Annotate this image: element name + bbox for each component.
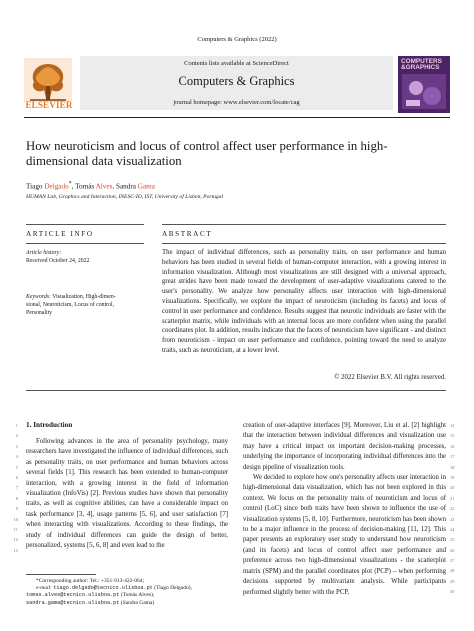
cover-title-line1: COMPUTERS	[401, 58, 442, 65]
author-list	[26, 181, 446, 190]
line-number: 5	[15, 464, 18, 470]
line-number: 10	[13, 516, 18, 522]
line-number: 2	[15, 433, 18, 439]
line-number: 28	[450, 568, 455, 574]
line-number: 15	[450, 433, 455, 439]
email-3-name: (Sandra Gama)	[120, 599, 155, 606]
article-info-heading: ARTICLE INFO	[26, 230, 94, 238]
intro-paragraph-3: We decided to explore how one's personality affects user interaction in high-dimensional data visualization, which has not been explored in this context. We focus on the personality traits of neuroticism and locus of control (LoC) since both traits have been shown to influence the use of visualization systems [5, 8, 10]. Furthermore, neuroticism has been shown to be a major influence in the process of decision-making [11, 12]. This paper presents an exploratory user study to understand how neuroticism (and its facets) and locus of control affect user performance and preference across two high-dimensional visualizations - the scatterplot matrix (SPM) and the parallel coordinates plot (PCP) – when performing decisions supported by multivariate analysis. While participants performed slightly better with the PCP,	[243, 474, 446, 596]
abstract-top-rule	[162, 224, 446, 225]
line-number: 25	[450, 537, 455, 543]
cover-title-line2: &GRAPHICS	[401, 64, 440, 72]
footnote-corresponding: *Corresponding author: Tel.: +351-913-422-064;	[36, 578, 145, 584]
line-number: 12	[13, 537, 18, 543]
keywords-block	[26, 294, 146, 317]
abstract-text: The impact of individual differences, such as personality traits, on user performance and human behaviors has been studied in several fields of human-computer interaction, with a growing interest in information visualization. Although most visualizations are still designed with a universal approach, great strides have been made toward the development of user-adaptive visualizations catered to the user's personality. We analyze how personality affects user interaction with high-dimensional visualizations. Specifically, we explore the impact of neuroticism (including its facets) and locus of control in user performance and confidence. Results suggest that neurotic individuals are faster with the scatterplot matrix, while individuals with an internal locus are more confident when using the parallel coordinates plot. In addition, results indicate that the facets of neuroticism have significant - and distinct from neuroticism - impact on user performance and confidence, pointing toward the need to analyze traits, such as neuroticism, at a lower level.	[162, 249, 446, 354]
keywords-line-2: sional, Neuroticism, Locus of control,	[26, 301, 115, 308]
copyright-line: © 2022 Elsevier B.V. All rights reserved.	[334, 374, 446, 381]
author-2-link[interactable]: Alves	[95, 182, 113, 191]
line-number: 21	[450, 495, 455, 501]
intro-right-column	[243, 421, 446, 598]
received-date: Received October 24, 2022	[26, 257, 90, 264]
section-title: Introduction	[33, 421, 73, 429]
author-2-first: Tomás	[75, 182, 96, 191]
running-head: Computers & Graphics (2022)	[197, 36, 277, 43]
author-3-first: Sandra	[115, 182, 138, 191]
line-number: 6	[15, 474, 18, 480]
line-number: 26	[450, 547, 455, 553]
email-1-link[interactable]: tiago.delgado@tecnico.ulisboa.pt	[53, 585, 153, 592]
history-label: Article history:	[26, 250, 62, 256]
author-sep-1: ,	[71, 182, 76, 191]
footnote-rule	[26, 574, 96, 575]
intro-left-column	[26, 437, 228, 551]
line-number: 3	[15, 443, 18, 449]
email-label: e-mail:	[36, 585, 52, 592]
author-1-link[interactable]: Delgado	[44, 182, 69, 191]
footnote-email-line-2	[26, 592, 230, 599]
line-number: 1	[15, 423, 18, 428]
line-number: 8	[15, 495, 18, 501]
intro-paragraph-1: Following advances in the area of personality psychology, many researchers have investigated the influence of individual differences, such as personality traits, on user performance and human behaviors across several fields [1]. This research has been extended to human-computer interaction, with a growing interest in the field of information visualization (InfoVis) [2]. Previous studies have shown that personality traits, as well as cognitive abilities, can have a considerable impact on task performance [3, 4], usage patterns [5, 6], and user satisfaction [7] when interacting with visualizations. According to these findings, the study of individual differences can guide the design of better, personalized, systems [5, 6, 8] and even lead to the	[26, 438, 228, 550]
author-1-mark: *	[68, 181, 72, 187]
contents-line: Contents lists available at ScienceDirect	[184, 60, 289, 67]
masthead-rule	[24, 117, 450, 118]
section-heading-introduction	[26, 421, 72, 429]
article-info-top-rule	[26, 224, 144, 225]
email-1-name: (Tiago Delgado),	[154, 585, 192, 592]
line-number: 18	[450, 464, 455, 470]
affiliation: HUMAN Lab, Graphics and Interaction, INESC-ID, IST, University of Lisbon, Portugal	[26, 194, 224, 200]
abstract-heading: ABSTRACT	[162, 230, 213, 238]
intro-paragraph-2: creation of user-adaptive interfaces [9]. Moreover, Liu et al. [2] highlight that the interaction between individual differences and visualization use may have a critical impact on important decision-making processes, underlying the importance of incorporating individual differences into the design pipeline of visualization tools.	[243, 422, 446, 471]
keywords-label: Keywords:	[26, 294, 51, 300]
front-matter-bottom-rule	[26, 390, 446, 391]
footnote-email-line-3	[26, 600, 230, 607]
keywords-line-1: Visualization, High-dimen-	[52, 294, 116, 300]
line-number: 29	[450, 578, 455, 584]
line-number: 17	[450, 454, 455, 460]
email-2-link[interactable]: tomas.alves@tecnico.ulisboa.pt	[26, 592, 120, 599]
line-number: 30	[450, 589, 455, 595]
article-history	[26, 250, 146, 266]
corresponding-author-footnote	[26, 578, 230, 607]
line-number: 4	[15, 454, 18, 460]
line-number: 20	[450, 485, 455, 491]
line-number: 16	[450, 443, 455, 449]
cover-title	[401, 59, 447, 72]
section-number: 1.	[26, 421, 32, 429]
line-number: 7	[15, 485, 18, 491]
line-number: 14	[450, 423, 455, 428]
line-number: 27	[450, 558, 455, 564]
left-line-numbers	[8, 421, 18, 556]
keywords-line-3: Personality	[26, 309, 53, 316]
line-number: 13	[13, 547, 18, 553]
author-3-link[interactable]: Gama	[137, 182, 155, 191]
line-number: 24	[450, 526, 455, 532]
line-number: 22	[450, 506, 455, 512]
author-1-first: Tiago	[26, 182, 45, 191]
journal-title[interactable]: Computers & Graphics	[178, 74, 295, 88]
abstract-under-rule	[162, 243, 446, 244]
article-info-under-rule	[26, 243, 144, 244]
author-sep-2: ,	[112, 182, 116, 191]
email-2-name: (Tomás Alves),	[120, 592, 155, 599]
elsevier-wordmark: ELSEVIER	[25, 100, 73, 110]
email-3-link[interactable]: sandra.gama@tecnico.ulisboa.pt	[26, 599, 120, 606]
right-line-numbers	[450, 421, 462, 598]
line-number: 23	[450, 516, 455, 522]
paper-title: How neuroticism and locus of control affect user performance in high-dimensional data visualization	[26, 139, 388, 169]
line-number: 19	[450, 474, 455, 480]
line-number: 9	[15, 506, 18, 512]
line-number: 11	[13, 526, 18, 532]
journal-homepage-link[interactable]: journal homepage: www.elsevier.com/locate/cag	[173, 99, 300, 106]
